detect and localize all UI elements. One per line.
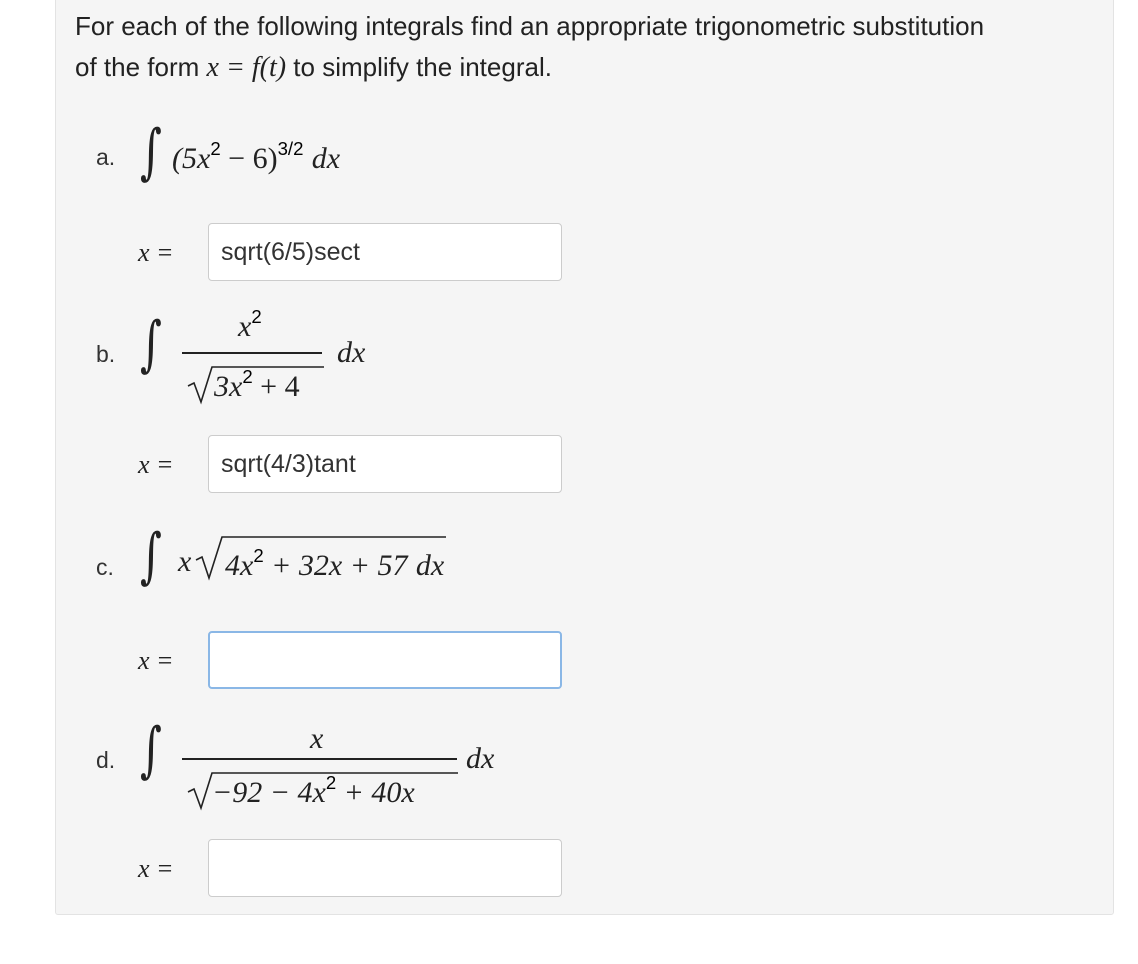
prompt-line-2-after: to simplify the integral. — [293, 52, 552, 82]
integrand-a-base: (5x — [172, 142, 211, 176]
problem-b-denominator — [214, 366, 300, 404]
problem-a-integrand — [172, 138, 340, 176]
answer-a-input[interactable] — [208, 223, 562, 281]
problem-b-label: b. — [96, 341, 116, 367]
denominator-d-exp: 2 — [325, 772, 337, 793]
answer-c-prefix: x = — [138, 646, 174, 675]
problem-c-label: c. — [96, 554, 114, 580]
radicand-c-head: 4x — [225, 549, 254, 583]
differential-b: dx — [337, 336, 366, 369]
fraction-bar-b — [182, 352, 322, 354]
denominator-b-tail: + 4 — [252, 370, 300, 404]
numerator-b-exp: 2 — [251, 306, 262, 327]
answer-b-input[interactable] — [208, 435, 562, 493]
answer-c-input[interactable] — [208, 631, 562, 689]
differential-a: dx — [311, 142, 341, 176]
answer-a-prefix: x = — [138, 238, 174, 267]
answer-d-input[interactable] — [208, 839, 562, 897]
integrand-a-mid: − 6) — [220, 142, 278, 176]
problem-c-radicand — [225, 545, 444, 583]
integral-sign-c: ∫ — [140, 521, 162, 591]
radicand-c-tail: + 32x + 57 — [263, 549, 408, 583]
prompt-line-2-before: of the form — [75, 52, 200, 82]
integral-sign-b: ∫ — [140, 309, 162, 379]
prompt-line-2 — [75, 52, 552, 83]
fraction-bar-d — [182, 758, 457, 760]
radicand-c-exp: 2 — [253, 545, 264, 566]
denominator-b-exp: 2 — [242, 366, 253, 387]
numerator-b: x — [238, 310, 252, 344]
problem-d-denominator — [212, 772, 415, 810]
problem-a-label: a. — [96, 144, 116, 170]
denominator-d-tail: + 40x — [336, 776, 415, 810]
factor-c: x — [178, 545, 192, 578]
problem-d-label: d. — [96, 747, 116, 773]
answer-d-prefix: x = — [138, 854, 174, 883]
prompt-math: x = f(t) — [206, 52, 287, 83]
answer-b-prefix: x = — [138, 450, 174, 479]
differential-c: dx — [415, 549, 445, 583]
denominator-d-head: −92 − 4x — [212, 776, 326, 810]
numerator-d: x — [310, 722, 324, 755]
integral-sign-a: ∫ — [140, 117, 162, 187]
problem-b-numerator — [238, 306, 262, 344]
integrand-a-exp2: 3/2 — [277, 138, 304, 159]
denominator-b-inner: 3x — [214, 370, 243, 404]
differential-d: dx — [466, 742, 495, 775]
integrand-a-exp1: 2 — [210, 138, 221, 159]
integral-sign-d: ∫ — [140, 715, 162, 785]
prompt-line-1: For each of the following integrals find an appropriate trigonometric substitution — [75, 11, 985, 41]
